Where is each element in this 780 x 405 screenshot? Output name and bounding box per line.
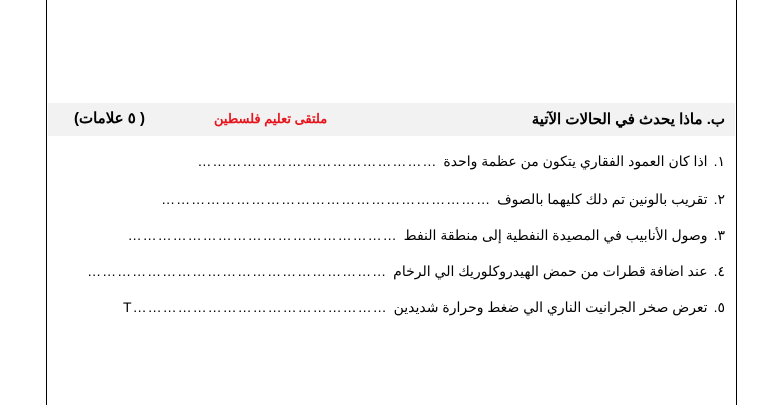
item-number: ٢. <box>713 191 725 207</box>
answer-blank: …………………………………………………… <box>87 263 388 279</box>
item-text: تقريب بالونين تم دلك كليهما بالصوف <box>497 191 708 207</box>
item-text: عند اضافة قطرات من حمض الهيدروكلوريك الي الرخام <box>393 263 708 279</box>
question-item <box>80 227 725 249</box>
question-item <box>80 299 725 321</box>
answer-blank: ………………………………………… <box>197 153 438 169</box>
item-text: تعرض صخر الجرانيت الناري الي ضغط وحرارة شديدين <box>393 299 708 315</box>
question-item <box>80 191 725 213</box>
item-number: ٤. <box>713 263 725 279</box>
answer-blank: ……………………………………………… <box>127 227 398 243</box>
item-text: وصول الأنابيب في المصيدة النفطية إلى منطقة النفط <box>403 227 708 243</box>
answer-blank: ……………………………………………T <box>123 299 388 315</box>
item-text: اذا كان العمود الفقاري يتكون من عظمة واحدة <box>443 153 708 169</box>
item-number: ٣. <box>713 227 725 243</box>
section-heading: ب. ماذا يحدث في الحالات الآتية <box>531 111 725 128</box>
marks-label: ( ٥ علامات) <box>74 110 146 127</box>
source-label: ملتقى تعليم فلسطين <box>214 111 328 126</box>
item-number: ٥. <box>713 299 725 315</box>
item-number: ١. <box>713 153 725 169</box>
answer-blank: ………………………………………………………… <box>161 191 492 207</box>
question-item <box>72 263 725 285</box>
question-item <box>80 153 725 175</box>
